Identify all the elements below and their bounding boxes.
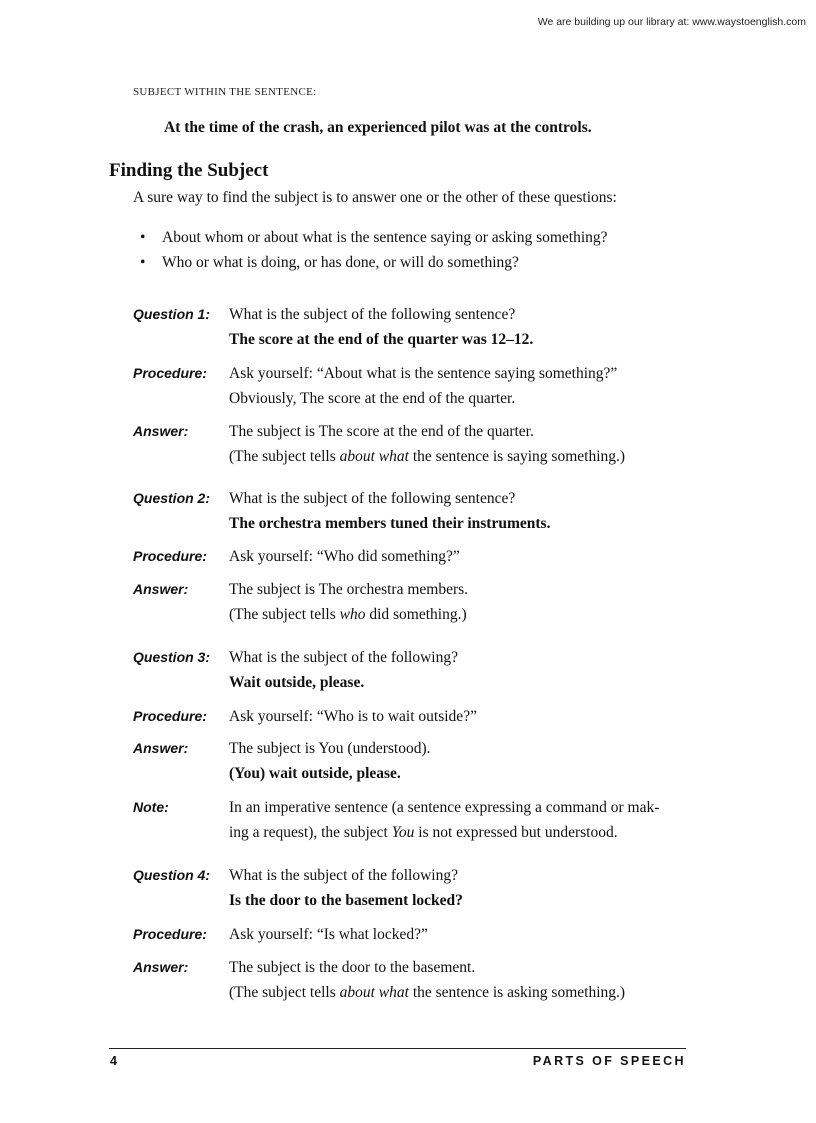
section-heading: Finding the Subject — [109, 160, 269, 181]
question-list — [140, 228, 608, 278]
note-label: Note: — [133, 799, 169, 815]
procedure-label: Procedure: — [133, 926, 207, 942]
list-item-text: About whom or about what is the sentence saying or asking something? — [162, 229, 608, 246]
question-label: Question 2: — [133, 490, 211, 506]
answer-label: Answer: — [133, 959, 189, 975]
page-number: 4 — [110, 1054, 117, 1068]
example-sentence: The orchestra members tuned their instruments. — [229, 515, 551, 532]
list-item — [140, 228, 608, 253]
procedure-label: Procedure: — [133, 365, 207, 381]
procedure-text: Ask yourself: “Who is to wait outside?” — [229, 708, 477, 725]
lead-in-label: SUBJECT WITHIN THE SENTENCE: — [133, 86, 317, 98]
answer-explanation: (The subject tells about what the sentence is saying something.) — [229, 448, 626, 465]
question-text: What is the subject of the following sentence? — [229, 306, 516, 323]
answer-explanation: (The subject tells who did something.) — [229, 606, 467, 623]
answer-label: Answer: — [133, 581, 189, 597]
answer-text: The subject is The score at the end of the quarter. — [229, 423, 534, 440]
procedure-text: Ask yourself: “Who did something?” — [229, 548, 460, 565]
note-text: In an imperative sentence (a sentence expressing a command or mak- — [229, 799, 660, 816]
example-sentence: Wait outside, please. — [229, 674, 365, 691]
question-text: What is the subject of the following? — [229, 649, 458, 666]
example-sentence: The score at the end of the quarter was 12–12. — [229, 331, 534, 348]
procedure-label: Procedure: — [133, 548, 207, 564]
bullet-icon: • — [140, 229, 146, 246]
example-sentence: At the time of the crash, an experienced pilot was at the controls. — [164, 119, 592, 136]
list-item-text: Who or what is doing, or has done, or will do something? — [162, 254, 519, 271]
section-title: PARTS OF SPEECH — [532, 1054, 686, 1068]
library-note: We are building up our library at: www.waystoenglish.com — [537, 16, 806, 28]
list-item — [140, 253, 608, 278]
answer-explanation: (The subject tells about what the sentence is asking something.) — [229, 984, 626, 1001]
procedure-text: Obviously, The score at the end of the quarter. — [229, 390, 516, 407]
example-sentence: Is the door to the basement locked? — [229, 892, 463, 909]
procedure-text: Ask yourself: “Is what locked?” — [229, 926, 428, 943]
note-text: ing a request), the subject You is not expressed but understood. — [229, 824, 618, 841]
footer-divider — [109, 1048, 686, 1049]
answer-text: The subject is the door to the basement. — [229, 959, 476, 976]
answer-text: The subject is You (understood). — [229, 740, 431, 757]
question-label: Question 4: — [133, 867, 211, 883]
intro-paragraph: A sure way to find the subject is to answer one or the other of these questions: — [133, 189, 617, 206]
answer-text: The subject is The orchestra members. — [229, 581, 469, 598]
answer-example: (You) wait outside, please. — [229, 765, 401, 782]
answer-label: Answer: — [133, 740, 189, 756]
answer-label: Answer: — [133, 423, 189, 439]
question-text: What is the subject of the following sentence? — [229, 490, 516, 507]
question-label: Question 1: — [133, 306, 211, 322]
question-label: Question 3: — [133, 649, 211, 665]
procedure-text: Ask yourself: “About what is the sentence saying something?” — [229, 365, 618, 382]
procedure-label: Procedure: — [133, 708, 207, 724]
question-text: What is the subject of the following? — [229, 867, 458, 884]
bullet-icon: • — [140, 254, 146, 271]
